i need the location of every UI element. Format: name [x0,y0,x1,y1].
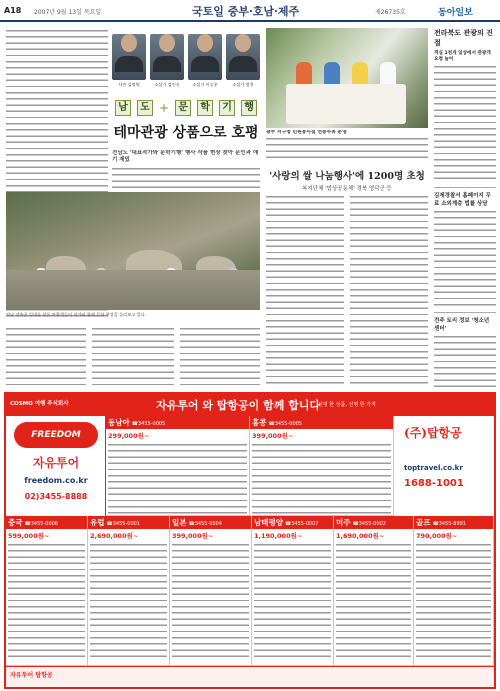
region-phone: ☎3455-0005 [131,421,166,427]
masthead [0,0,500,22]
region-phone: ☎3455-0005 [268,421,302,427]
banner-char: 학 [197,100,213,116]
right-column [434,28,496,388]
left-story-subhead-block [112,150,260,192]
ad-slogan: 자유투어 와 탑항공이 함께 합니다 [156,399,321,412]
portrait-caption: 사진 김명원 [118,82,140,87]
main-photo [6,192,260,310]
right-story-text [434,209,496,309]
region-price: 399,000원~ [172,532,214,540]
region-box [106,416,250,516]
portrait-caption: 소설가 이승우 [192,82,218,87]
region-name: 남태평양 [254,518,283,527]
banner-char: 도 [137,100,153,116]
region-price: 2,690,000원~ [90,532,139,540]
region-name: 동남아 [108,418,130,427]
freedom-phone: 02)3455-8888 [24,492,88,501]
region-price: 399,000원~ [252,432,294,440]
mid-subhead: 복지단체 '밥상공동체' 경북 영덕군 등 [302,186,392,192]
portrait [188,28,222,87]
main-photo-caption: 전남 장흥군 일대를 찾은 관광객들이 작가와 함께 문학 현장을 둘러보고 있다. [6,312,147,317]
mid-headline: '사랑의 쌀 나눔행사'에 1200명 초청 [269,171,425,182]
left-story-text [180,326,260,388]
right-story-head: 전주 토리 정보 '청소년 센터' [434,318,490,332]
left-story-text [92,326,174,388]
tap-logo: (주)탑항공 [404,426,462,440]
article-headline: 테마관광 상품으로 호평 [113,125,259,141]
ad-brand: COSMO 여행 주식회사 [10,401,69,407]
left-story-text [6,326,86,388]
mid-photo [266,28,428,128]
region-phone: ☎3455-8991 [432,521,466,527]
region-name: 일본 [172,518,187,527]
ad-lead: 선명 한 상품, 선명 한 가격 [318,402,376,408]
right-story-head: 전라북도 관광의 진절 [434,28,493,47]
region-phone: ☎3455-0004 [188,521,222,527]
page-number: A18 [4,6,22,15]
left-story-text [112,166,260,192]
region-name: 홍콩 [252,418,267,427]
region-price: 1,190,000원~ [254,532,303,540]
region-price: 299,000원~ [108,432,150,440]
region-phone: ☎3455-0007 [284,521,319,527]
ad-footer-label: 자유투어 탑항공 [10,672,53,679]
region-phone: ☎3455-0006 [24,521,58,527]
tap-panel [394,416,494,516]
author-portraits [112,28,260,92]
freedom-logo: FREEDOM [14,422,98,448]
region-box [252,516,334,666]
region-box [6,516,88,666]
left-story-subhead: 전남도 '대표작가와 문학기행' 행사 작품 현장 찾아 문인과 얘기 재밌 [112,150,259,163]
banner-char: 남 [115,100,131,116]
article-banner [112,96,260,146]
portrait [226,28,260,87]
portrait-caption: 소설가 정찬 [232,82,254,87]
freedom-url: freedom.co.kr [24,476,88,485]
portrait [150,28,184,87]
banner-char: 기 [219,100,235,116]
banner-char: 행 [241,100,257,116]
region-phone: ☎3455-0002 [352,521,386,527]
freedom-panel [6,416,106,516]
region-box [88,516,170,666]
region-price: 1,690,000원~ [336,532,385,540]
plus-icon: + [158,101,170,115]
ad-footer [6,666,494,687]
right-story-head: 김제경찰서 홈페이지 무료 소외계층 법률 상담 [434,193,491,207]
region-name: 유럽 [90,518,105,527]
section-title: 국토일 중부·호남·제주 [192,5,300,18]
mid-story-text [350,194,428,388]
issue-number: 제26735호 [375,9,406,16]
portrait [112,28,146,87]
region-box [170,516,252,666]
region-price: 790,000원~ [416,532,458,540]
mid-story-text [266,194,344,388]
region-box [250,416,394,516]
banner-char: 문 [175,100,191,116]
tap-phone: 1688-1001 [404,478,464,489]
mid-caption-title: 광주 서구청 민원봉사실 연중무휴 운영 [266,130,347,135]
region-name: 미주 [336,518,351,527]
freedom-name: 자유투어 [32,456,80,470]
region-box [334,516,414,666]
region-name: 중국 [8,518,23,527]
portrait-caption: 소설가 김인숙 [154,82,180,87]
region-price: 599,000원~ [8,532,50,540]
dateline: 2007년 9월 13일 목요일 [34,9,102,16]
travel-advertisement [4,392,496,689]
right-story-sub: 객실 1천개 일상에서 관광객 요청 늘어 [434,51,491,62]
mid-photo-caption [266,130,428,164]
region-phone: ☎3455-0001 [106,521,140,527]
region-box [414,516,494,666]
ad-header [6,394,494,416]
tap-url: toptravel.co.kr [404,464,463,472]
region-name: 골프 [416,518,431,527]
paper-logo: 동아일보 [438,8,473,18]
right-story-text [434,64,496,184]
